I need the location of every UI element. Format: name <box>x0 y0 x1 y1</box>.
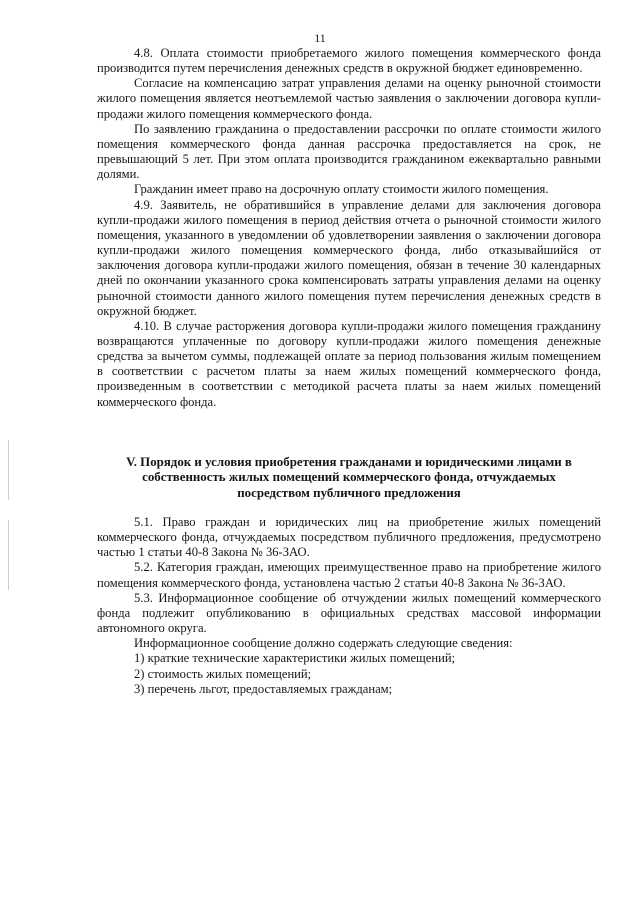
section-heading-block <box>112 455 586 501</box>
list-item: 3) перечень льгот, предоставляемых гражданам; <box>134 681 393 696</box>
body-text-top <box>97 46 601 410</box>
paragraph: Согласие на компенсацию затрат управления делами на оценку рыночной стоимости жилого помещения является неотъемлемой частью заявления о заключении договора купли-продажи жилого помещения коммерческого фонда. <box>97 76 601 121</box>
paragraph: Гражданин имеет право на досрочную оплату стоимости жилого помещения. <box>134 182 549 197</box>
paragraph: 4.10. В случае расторжения договора купли-продажи жилого помещения гражданину возвращаются уплаченные по договору купли-продажи жилого помещения денежные средства за вычетом суммы, подлежащей оплате за период пользования жилым помещением в соответствии с расчетом платы за наем жилых помещений коммерческого фонда, произведенным в соответствии с методикой расчета платы за наем жилых помещений коммерческого фонда. <box>97 318 601 409</box>
paragraph: Информационное сообщение должно содержать следующие сведения: <box>134 636 513 651</box>
paragraph: По заявлению гражданина о предоставлении рассрочки по оплате стоимости жилого помещения коммерческого фонда данная рассрочка предоставляется на срок, не превышающий 5 лет. При этом оплата производится гражданином ежеквартально равными долями. <box>97 121 601 182</box>
paragraph: 4.9. Заявитель, не обратившийся в управление делами для заключения договора купли-продажи жилого помещения в период действия отчета о рыночной стоимости жилого помещения, указанного в уведомлении об удовлетворении заявления о заключении договора купли-продажи жилого помещения коммерческого фонда, либо отказывайшийся от заключения договора купли-продажи жилого помещения, обязан в течение 30 календарных дней по окончании указанного срока компенсировать затраты управления делами на оценку рыночной стоимости данного жилого помещения путем перечисления денежных средств в окружной бюджет. <box>97 197 601 318</box>
paragraph: 4.8. Оплата стоимости приобретаемого жилого помещения коммерческого фонда производится путем перечисления денежных средств в окружной бюджет единовременно. <box>97 46 601 76</box>
section-heading: V. Порядок и условия приобретения гражданами и юридическими лицами в собственность жилых помещений коммерческого фонда, отчуждаемых посредством публичного предложения <box>126 455 572 500</box>
body-text-bottom <box>97 515 601 697</box>
page-number: 11 <box>314 31 326 45</box>
paragraph: 5.1. Право граждан и юридических лиц на приобретение жилых помещений коммерческого фонда, отчуждаемых посредством публичного предложения, предусмотрено частью 1 статьи 40-8 Закона № 36-ЗАО. <box>97 515 601 560</box>
scan-edge-mark <box>8 440 9 500</box>
paragraph: 5.2. Категория граждан, имеющих преимущественное право на приобретение жилого помещения коммерческого фонда, установлена частью 2 статьи 40-8 Закона № 36-ЗАО. <box>97 560 601 590</box>
paragraph: 5.3. Информационное сообщение об отчуждении жилых помещений коммерческого фонда подлежит опубликованию в официальных средствах массовой информации автономного округа. <box>97 590 601 636</box>
list-item: 2) стоимость жилых помещений; <box>134 666 312 681</box>
scan-edge-mark <box>8 520 9 590</box>
list-item: 1) краткие технические характеристики жилых помещений; <box>134 651 456 666</box>
